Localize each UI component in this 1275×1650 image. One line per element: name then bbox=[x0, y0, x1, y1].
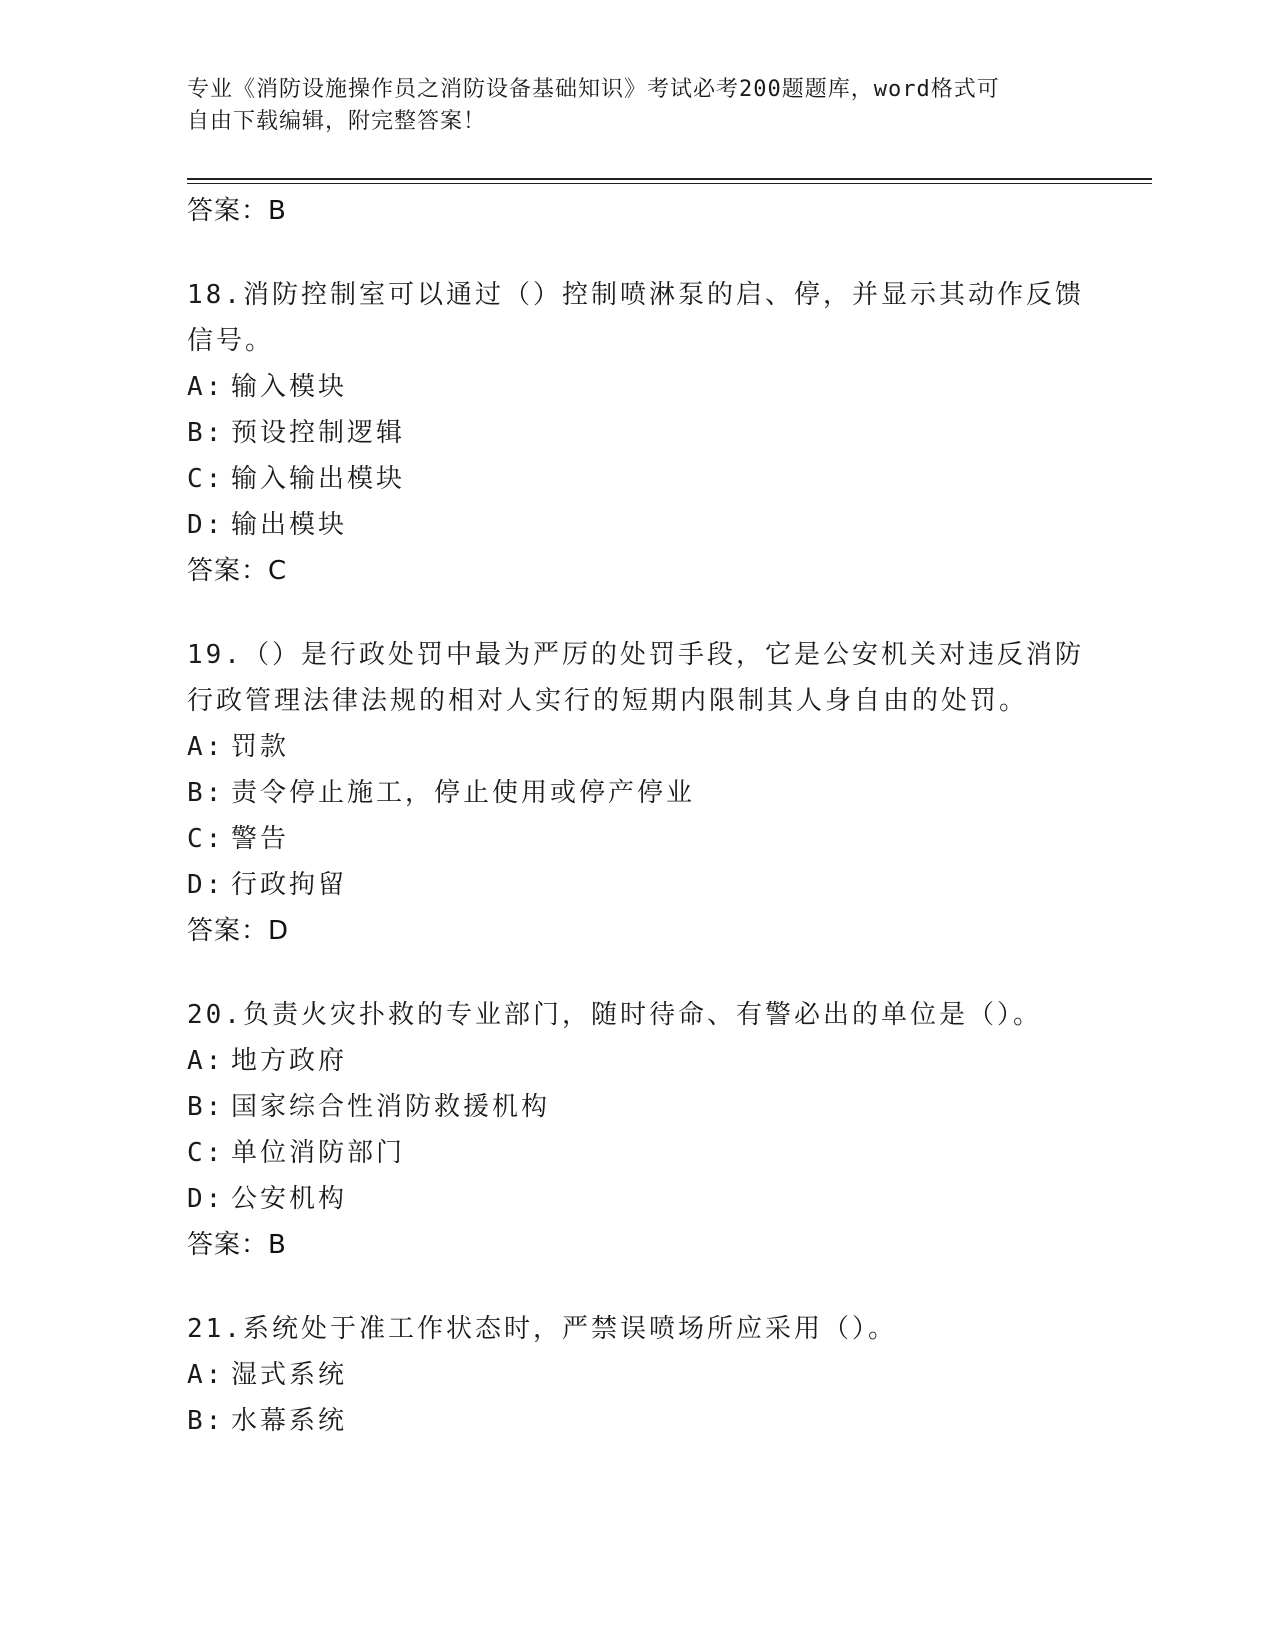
option-text: 预设控制逻辑 bbox=[231, 418, 406, 448]
header-line-1: 专业《消防设施操作员之消防设备基础知识》考试必考200题题库，word格式可 bbox=[187, 77, 1000, 102]
question-19 bbox=[187, 632, 1087, 954]
option-c bbox=[187, 1130, 1087, 1176]
question-text: 19.（）是行政处罚中最为严厉的处罚手段，它是公安机关对违反消防行政管理法律法规的相对人实行的短期内限制其人身自由的处罚。 bbox=[187, 640, 1084, 716]
option-text: 湿式系统 bbox=[231, 1360, 348, 1390]
option-letter: C: bbox=[187, 464, 225, 494]
option-d bbox=[187, 862, 1087, 908]
document-header bbox=[187, 74, 1087, 138]
option-text: 输入模块 bbox=[231, 372, 348, 402]
option-letter: D: bbox=[187, 510, 225, 540]
question-answer: 答案：D bbox=[187, 916, 290, 946]
option-b bbox=[187, 1084, 1087, 1130]
option-a bbox=[187, 1038, 1087, 1084]
option-text: 国家综合性消防救援机构 bbox=[231, 1092, 551, 1122]
option-d bbox=[187, 1176, 1087, 1222]
option-a bbox=[187, 724, 1087, 770]
option-text: 输出模块 bbox=[231, 510, 348, 540]
question-20 bbox=[187, 992, 1087, 1268]
option-text: 责令停止施工，停止使用或停产停业 bbox=[231, 778, 696, 808]
option-text: 行政拘留 bbox=[231, 870, 348, 900]
document-body bbox=[187, 188, 1087, 1444]
option-letter: B: bbox=[187, 418, 225, 448]
option-text: 单位消防部门 bbox=[231, 1138, 406, 1168]
option-text: 警告 bbox=[231, 824, 290, 854]
option-a bbox=[187, 364, 1087, 410]
option-text: 输入输出模块 bbox=[231, 464, 406, 494]
option-c bbox=[187, 816, 1087, 862]
option-letter: A: bbox=[187, 1360, 225, 1390]
option-letter: A: bbox=[187, 732, 225, 762]
option-text: 水幕系统 bbox=[231, 1406, 348, 1436]
header-rule-thick bbox=[187, 178, 1152, 180]
question-21 bbox=[187, 1306, 1087, 1444]
option-letter: A: bbox=[187, 372, 225, 402]
option-letter: C: bbox=[187, 1138, 225, 1168]
option-d bbox=[187, 502, 1087, 548]
question-answer: 答案：C bbox=[187, 556, 288, 586]
question-answer: 答案：B bbox=[187, 1230, 287, 1260]
header-line-2: 自由下载编辑，附完整答案！ bbox=[187, 109, 487, 134]
option-letter: B: bbox=[187, 1092, 225, 1122]
question-text: 21.系统处于准工作状态时，严禁误喷场所应采用（）。 bbox=[187, 1314, 897, 1344]
option-letter: A: bbox=[187, 1046, 225, 1076]
question-18 bbox=[187, 272, 1087, 594]
previous-answer: 答案：B bbox=[187, 196, 287, 226]
option-b bbox=[187, 1398, 1087, 1444]
option-letter: B: bbox=[187, 778, 225, 808]
option-text: 地方政府 bbox=[231, 1046, 348, 1076]
question-text: 20.负责火灾扑救的专业部门，随时待命、有警必出的单位是（）。 bbox=[187, 1000, 1042, 1030]
option-a bbox=[187, 1352, 1087, 1398]
option-letter: B: bbox=[187, 1406, 225, 1436]
option-b bbox=[187, 410, 1087, 456]
question-text: 18.消防控制室可以通过（）控制喷淋泵的启、停，并显示其动作反馈信号。 bbox=[187, 280, 1084, 356]
option-text: 公安机构 bbox=[231, 1184, 348, 1214]
option-b bbox=[187, 770, 1087, 816]
option-letter: D: bbox=[187, 870, 225, 900]
option-letter: D: bbox=[187, 1184, 225, 1214]
option-c bbox=[187, 456, 1087, 502]
option-text: 罚款 bbox=[231, 732, 290, 762]
header-rule-thin bbox=[187, 183, 1152, 184]
option-letter: C: bbox=[187, 824, 225, 854]
